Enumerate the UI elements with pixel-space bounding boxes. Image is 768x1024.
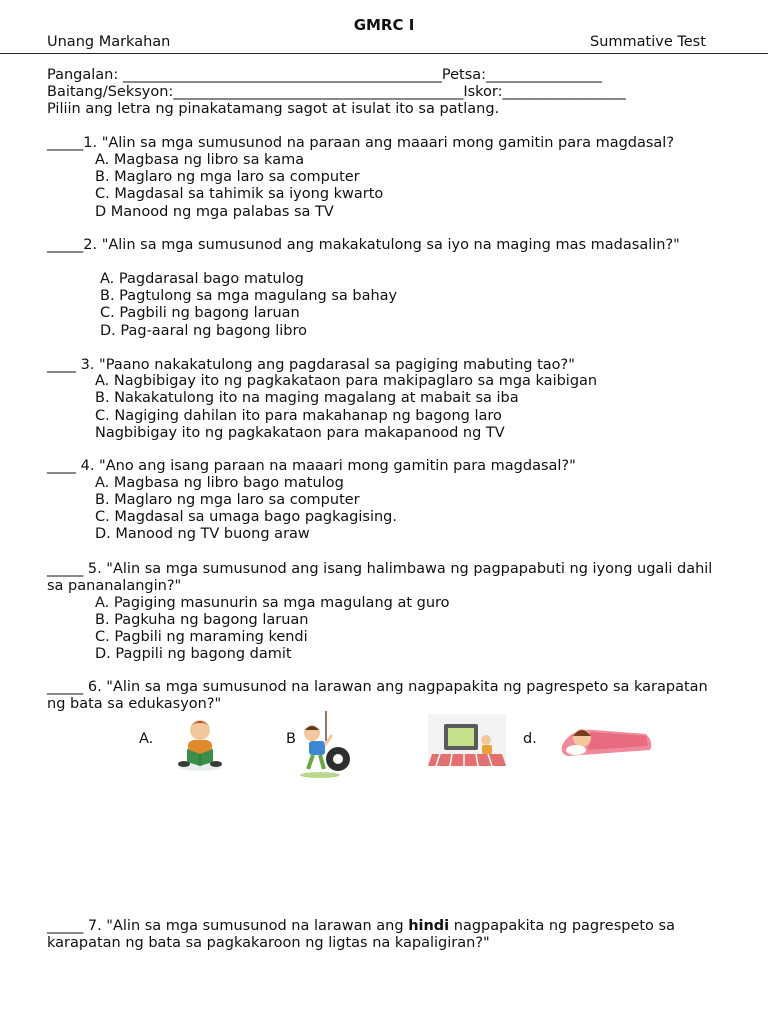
question-1-choice-b: B. Maglaro ng mga laro sa computer bbox=[95, 169, 360, 185]
question-7-stem-prefix: _____ 7. "Alin sa mga sumusunod na larawan ang bbox=[47, 918, 409, 934]
child-on-tire-swing-icon bbox=[296, 711, 354, 779]
question-2-stem: _____2. "Alin sa mga sumusunod ang makakatulong sa iyo na maging mas madasalin?" bbox=[47, 237, 680, 253]
question-2-choice-c: C. Pagbili ng bagong laruan bbox=[100, 305, 300, 321]
question-4-choice-b: B. Maglaro ng mga laro sa computer bbox=[95, 492, 360, 508]
grade-score-line: Baitang/Seksyon:________________________________________Iskor:_________________ bbox=[47, 84, 626, 100]
question-3-choice-d: Nagbibigay ito ng pagkakataon para makapanood ng TV bbox=[95, 425, 505, 441]
question-3-choice-a: A. Nagbibigay ito ng pagkakataon para makipaglaro sa mga kaibigan bbox=[95, 373, 598, 389]
question-1-choice-c: C. Magdasal sa tahimik sa iyong kwarto bbox=[95, 186, 384, 202]
television-on-mat-icon bbox=[428, 714, 506, 766]
question-4-choice-d: D. Manood ng TV buong araw bbox=[95, 526, 310, 542]
question-5-choice-b: B. Pagkuha ng bagong laruan bbox=[95, 612, 309, 628]
question-2-choice-b: B. Pagtulong sa mga magulang sa bahay bbox=[100, 288, 398, 304]
question-5-stem: _____ 5. "Alin sa mga sumusunod ang isang halimbawa ng pagpapabuti ng iyong ugali dahil sa pananalangin?" bbox=[47, 561, 713, 594]
question-2-choice-d: D. Pag-aaral ng bagong libro bbox=[100, 323, 308, 339]
question-2-choice-a: A. Pagdarasal bago matulog bbox=[100, 271, 304, 287]
header-divider bbox=[0, 53, 768, 54]
test-type-label: Summative Test bbox=[590, 34, 706, 50]
question-4-choice-c: C. Magdasal sa umaga bago pagkagising. bbox=[95, 509, 397, 525]
image-label-a: A. bbox=[139, 731, 154, 747]
name-date-line: Pangalan: ____________________________________________Petsa:________________ bbox=[47, 67, 603, 83]
question-4-stem: ____ 4. "Ano ang isang paraan na maaari mong gamitin para magdasal?" bbox=[47, 458, 576, 474]
instruction: Piliin ang letra ng pinakatamang sagot at isulat ito sa patlang. bbox=[47, 101, 500, 117]
question-7-emphasis: hindi bbox=[408, 918, 450, 934]
question-7-stem-suffix: nagpapakita ng pagrespeto sa karapatan ng bata sa pagkakaroon ng ligtas na kapaligiran?" bbox=[47, 918, 675, 951]
question-1-stem: _____1. "Alin sa mga sumusunod na paraan ang maaari mong gamitin para magdasal? bbox=[47, 135, 675, 151]
question-6-stem: _____ 6. "Alin sa mga sumusunod na larawan ang nagpapakita ng pagrespeto sa karapatan ng bata sa edukasyon?" bbox=[47, 679, 708, 712]
child-sleeping-in-blanket-icon bbox=[560, 716, 654, 760]
quarter-label: Unang Markahan bbox=[47, 34, 171, 50]
child-reading-book-icon bbox=[174, 714, 226, 772]
question-4-choice-a: A. Magbasa ng libro bago matulog bbox=[95, 475, 344, 491]
image-label-d: d. bbox=[523, 731, 537, 747]
question-3-choice-b: B. Nakakatulong ito na maging magalang at mabait sa iba bbox=[95, 390, 519, 406]
question-3-choice-c: C. Nagiging dahilan ito para makahanap ng bagong laro bbox=[95, 408, 502, 424]
question-1-choice-a: A. Magbasa ng libro sa kama bbox=[95, 152, 305, 168]
question-1-choice-d: D Manood ng mga palabas sa TV bbox=[95, 204, 334, 220]
image-label-b: B bbox=[286, 731, 296, 747]
question-3-stem: ____ 3. "Paano nakakatulong ang pagdarasal sa pagiging mabuting tao?" bbox=[47, 357, 575, 373]
question-7-stem bbox=[47, 918, 727, 952]
question-5-choice-c: C. Pagbili ng maraming kendi bbox=[95, 629, 308, 645]
page-title: GMRC I bbox=[353, 16, 415, 34]
question-5-choice-d: D. Pagpili ng bagong damit bbox=[95, 646, 292, 662]
question-5-choice-a: A. Pagiging masunurin sa mga magulang at guro bbox=[95, 595, 450, 611]
